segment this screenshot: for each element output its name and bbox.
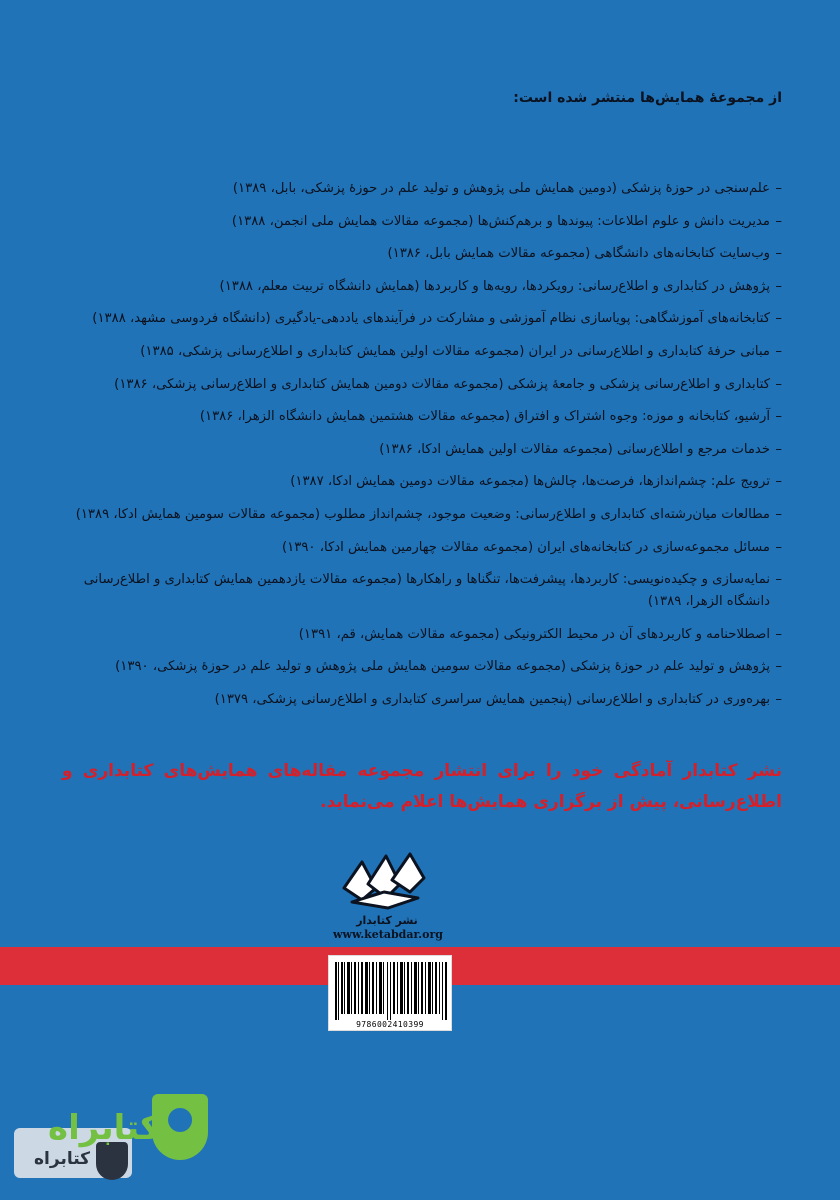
- publications-list: [60, 178, 782, 722]
- list-item: – خدمات مرجع و اطلاع‌رسانی (مجموعه مقالات اولین همایش ادکا، ۱۳۸۶): [60, 439, 782, 461]
- logo-text: نشر کتابدار: [356, 914, 418, 927]
- list-item: – مبانی حرفهٔ کتابداری و اطلاع‌رسانی در ایران (مجموعه مقالات اولین همایش کتابداری و اطلاع‌رسانی پزشکی، ۱۳۸۵): [60, 341, 782, 363]
- isbn-number: 9786002410399: [356, 1020, 424, 1029]
- website-url: www.ketabdar.org: [333, 928, 443, 941]
- list-heading: از مجموعهٔ همایش‌ها منتشر شده است:: [513, 90, 782, 106]
- list-item: – کتابخانه‌های آموزشگاهی: پویاسازی نظام آموزشی و مشارکت در فرآیندهای یاددهی-یادگیری (دانشگاه فردوسی مشهد، ۱۳۸۸): [60, 308, 782, 330]
- list-item: – مطالعات میان‌رشته‌ای کتابداری و اطلاع‌رسانی: وضعیت موجود، چشم‌انداز مطلوب (مجموعه مقالات سومین همایش ادکا، ۱۳۸۹): [60, 504, 782, 526]
- publisher-notice: نشر کتابدار آمادگی خود را برای انتشار مجموعه مقاله‌های همایش‌های کتابداری و اطلاع‌رسانی، پیش از برگزاری همایش‌ها اعلام می‌نماید.: [62, 761, 782, 812]
- watermark-small-text: کتابراه: [34, 1149, 91, 1169]
- list-item: – وب‌سایت کتابخانه‌های دانشگاهی (مجموعه مقالات همایش بابل، ۱۳۸۶): [60, 243, 782, 265]
- list-item: – پژوهش در کتابداری و اطلاع‌رسانی: رویکردها، رویه‌ها و کاربردها (همایش دانشگاه تربیت معلم، ۱۳۸۸): [60, 276, 782, 298]
- list-item: – ترویج علم: چشم‌اندازها، فرصت‌ها، چالش‌ها (مجموعه مقالات دومین همایش ادکا، ۱۳۸۷): [60, 471, 782, 493]
- publisher-logo: [338, 848, 436, 930]
- book-logo-icon: [338, 848, 436, 930]
- barcode-icon: [335, 962, 447, 1020]
- watermark-logo: [12, 1090, 212, 1190]
- list-item: – علم‌سنجی در حوزهٔ پزشکی (دومین همایش ملی پژوهش و تولید علم در حوزهٔ پزشکی، بابل، ۱۳۸۹): [60, 178, 782, 200]
- list-item: – نمایه‌سازی و چکیده‌نویسی: کاربردها، پیشرفت‌ها، تنگناها و راهکارها (مجموعه مقالات یازدهمین همایش کتابداری و اطلاع‌رسانی دانشگاه الزهرا، ۱۳۸۹): [60, 569, 782, 613]
- isbn-barcode: [328, 955, 452, 1031]
- list-item: – آرشیو، کتابخانه و موزه: وجوه اشتراک و افتراق (مجموعه مقالات هشتمین همایش دانشگاه الزهرا، ۱۳۸۶): [60, 406, 782, 428]
- list-item: – اصطلاحنامه و کاربردهای آن در محیط الکترونیکی (مجموعه مقالات همایش، قم، ۱۳۹۱): [60, 624, 782, 646]
- list-item: – مسائل مجموعه‌سازی در کتابخانه‌های ایران (مجموعه مقالات چهارمین همایش ادکا، ۱۳۹۰): [60, 537, 782, 559]
- list-item: – مدیریت دانش و علوم اطلاعات: پیوندها و برهم‌کنش‌ها (مجموعه مقالات همایش ملی انجمن، ۱۳۸۸): [60, 211, 782, 233]
- list-item: – کتابداری و اطلاع‌رسانی پزشکی و جامعهٔ پزشکی (مجموعه مقالات دومین همایش کتابداری و اطلاع‌رسانی پزشکی، ۱۳۸۶): [60, 374, 782, 396]
- watermark-text: کتابراه: [48, 1108, 161, 1148]
- list-item: – بهره‌وری در کتابداری و اطلاع‌رسانی (پنجمین همایش سراسری کتابداری و اطلاع‌رسانی پزشکی، ۱۳۷۹): [60, 689, 782, 711]
- list-item: – پژوهش و تولید علم در حوزهٔ پزشکی (مجموعه مقالات سومین همایش ملی پژوهش و تولید علم در حوزهٔ پزشکی، ۱۳۹۰): [60, 656, 782, 678]
